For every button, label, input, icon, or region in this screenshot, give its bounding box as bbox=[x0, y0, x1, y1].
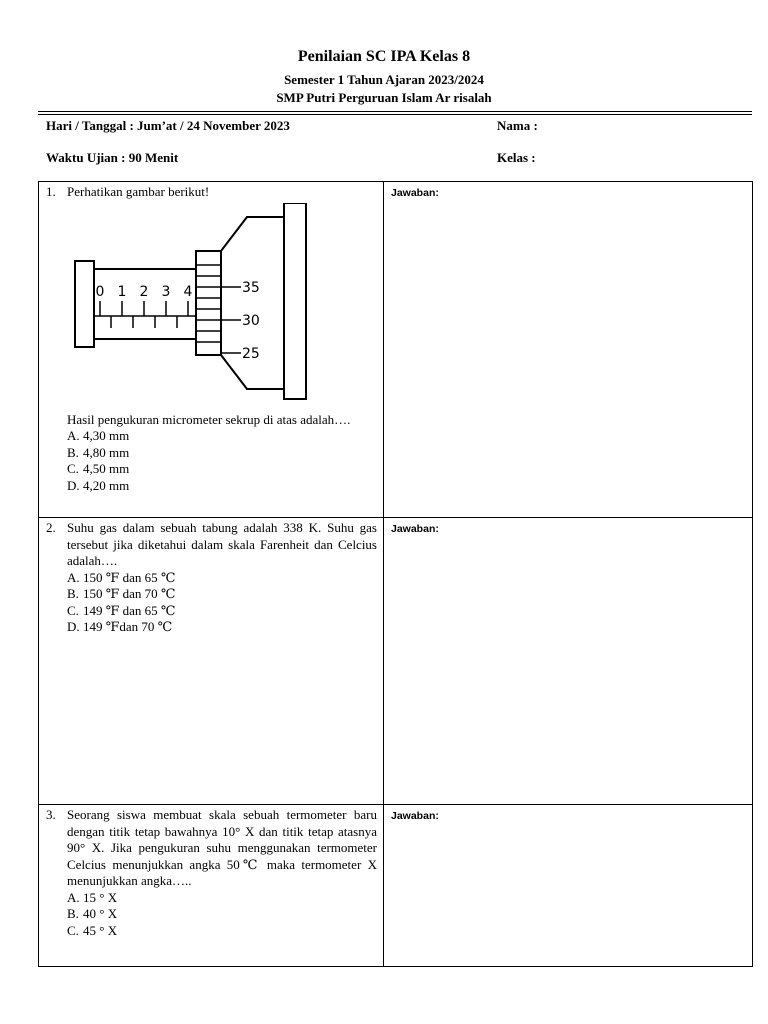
micrometer-figure bbox=[67, 203, 329, 408]
scale-label-4: 4 bbox=[183, 283, 193, 300]
question-table bbox=[38, 181, 753, 967]
option-b: B. 4,80 mm bbox=[67, 444, 130, 460]
name-label: Nama : bbox=[497, 118, 538, 133]
thimble-label-30: 30 bbox=[242, 312, 260, 329]
option-c: C. 4,50 mm bbox=[67, 461, 130, 476]
answer-label: Jawaban: bbox=[391, 810, 439, 822]
thimble-label-35: 35 bbox=[242, 279, 260, 296]
answer-label: Jawaban: bbox=[391, 187, 439, 199]
semester-line: Semester 1 Tahun Ajaran 2023/2024 bbox=[284, 72, 484, 87]
question-text: Hasil pengukuran micrometer sekrup di atas adalah…. bbox=[67, 411, 351, 427]
question-number: 1. bbox=[46, 184, 56, 199]
question-cell bbox=[39, 518, 384, 805]
question-number: 2. bbox=[46, 520, 56, 535]
option-c: C. 45 ° X bbox=[67, 922, 118, 938]
answer-cell[interactable] bbox=[384, 182, 753, 518]
option-b: B. 150 ℉ dan 70 ℃ bbox=[67, 586, 176, 601]
question-intro: Perhatikan gambar berikut! bbox=[67, 184, 210, 199]
thimble-label-25: 25 bbox=[242, 345, 260, 362]
option-d: D. 149 ℉dan 70 ℃ bbox=[67, 619, 173, 634]
question-row bbox=[39, 182, 753, 518]
question-number: 3. bbox=[46, 807, 56, 822]
time-line: Waktu Ujian : 90 Menit bbox=[46, 150, 179, 165]
option-a: A. 4,30 mm bbox=[67, 428, 130, 443]
question-row bbox=[39, 805, 753, 967]
question-text: Suhu gas dalam sebuah tabung adalah 338 K. Suhu gas tersebut jika diketahui dalam skala Farenheit dan Celcius adalah…. bbox=[67, 520, 377, 568]
header-divider-top bbox=[38, 111, 752, 112]
question-row bbox=[39, 518, 753, 805]
date-line: Hari / Tanggal : Jum’at / 24 November 2023 bbox=[46, 118, 290, 133]
question-cell bbox=[39, 182, 384, 518]
class-label: Kelas : bbox=[497, 150, 536, 165]
header-divider-bottom bbox=[38, 114, 752, 115]
question-text: Seorang siswa membuat skala sebuah termometer baru dengan titik tetap bawahnya 10° X dan titik tetap atasnya 90° X. Jika pengukuran suhu menggunakan termometer Celcius menunjukkan angka 50℃ maka termometer X menunjukkan angka….. bbox=[67, 807, 377, 888]
scale-label-3: 3 bbox=[161, 283, 171, 300]
option-c: C. 149 ℉ dan 65 ℃ bbox=[67, 602, 176, 618]
option-a: A. 15 ° X bbox=[67, 889, 118, 905]
scale-label-0: 0 bbox=[95, 283, 105, 300]
scale-label-1: 1 bbox=[117, 283, 127, 300]
answer-label: Jawaban: bbox=[391, 523, 439, 535]
option-b: B. 40 ° X bbox=[67, 906, 118, 921]
question-cell bbox=[39, 805, 384, 967]
answer-cell[interactable] bbox=[384, 518, 753, 805]
exam-title: Penilaian SC IPA Kelas 8 bbox=[297, 48, 471, 65]
school-name: SMP Putri Perguruan Islam Ar risalah bbox=[276, 90, 492, 105]
scale-label-2: 2 bbox=[139, 283, 149, 300]
answer-cell[interactable] bbox=[384, 805, 753, 967]
option-a: A. 150 ℉ dan 65 ℃ bbox=[67, 569, 176, 585]
option-d: D. 4,20 mm bbox=[67, 477, 130, 493]
